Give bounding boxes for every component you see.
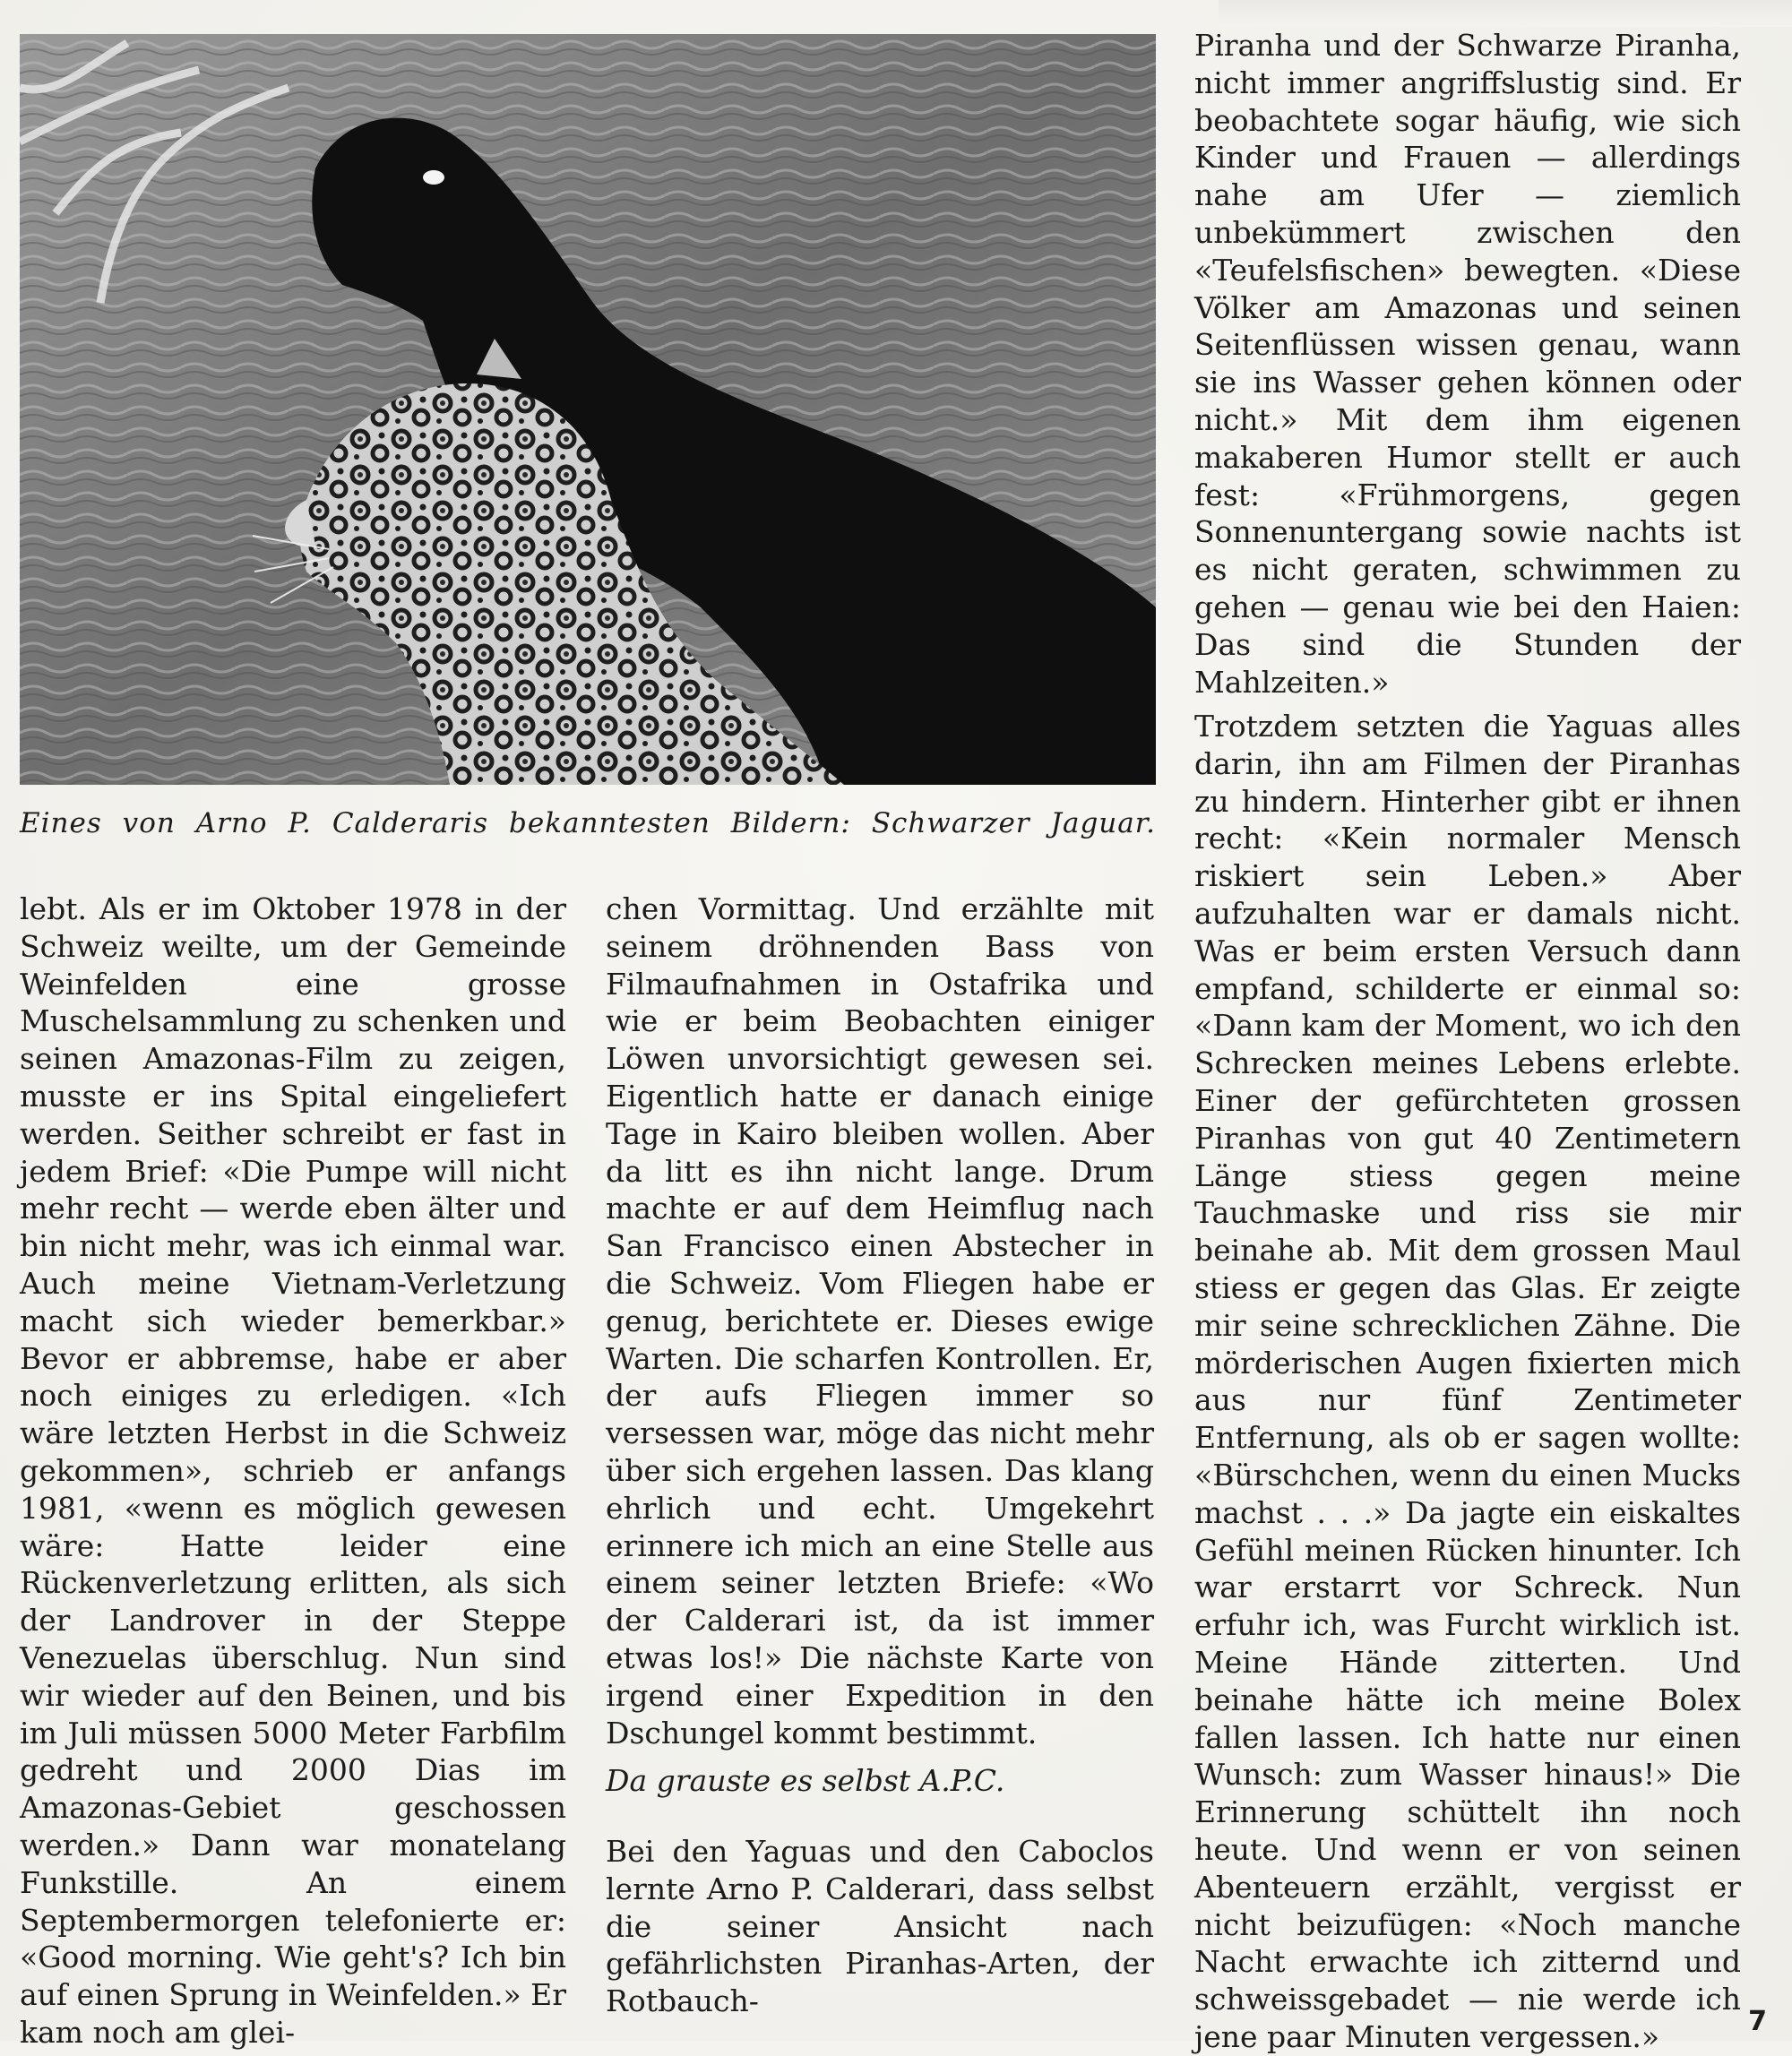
paragraph: Trotzdem setzten die Yaguas alles darin, ihn am Filmen der Piranhas zu hindern. Hinterher gibt er ihnen recht: «Kein normaler Mensch riskiert sein Leben.» Aber aufzuhalten war er damals nicht. Was er beim ersten Versuch dann empfand, schilderte er einmal so: «Dann kam der Moment, wo ich den Schrecken meines Lebens erlebte. Einer der gefürchteten grossen Piranhas von gut 40 Zentimetern Länge stiess gegen meine Tauchmaske und riss sie mir beinahe ab. Mit dem grossen Maul stiess er gegen das Glas. Er zeigte mir seine schrecklichen Zähne. Die mörderischen Augen fixierten mich aus nur fünf Zentimeter Entfernung, als ob er sagen wollte: «Bürschchen, wenn du einen Mucks machst . . .» Da jagte ein eiskaltes Gefühl meinen Rücken hinunter. Ich war erstarrt vor Schreck. Nun erfuhr ich, was Furcht wirklich ist. Meine Hände zitterten. Und beinahe hätte ich meine Bolex fallen lassen. Ich hatte nur einen Wunsch: zum Wasser hinaus!» Die Erinnerung schüttelt ihn noch heute. Und wenn er von seinen Abenteuern erzählt, vergisst er nicht beizufügen: «Noch manche Nacht erwachte ich zitternd und schweissgebadet — nie werde ich jene paar Minuten vergessen.» [1194,709,1741,2054]
middle-column-continued [606,1833,1154,2020]
page-number: 7 [1748,2006,1767,2037]
middle-column [606,890,1154,1751]
paragraph: Bei den Yaguas und den Caboclos lernte Arno P. Calderari, dass selbst die seiner Ansicht nach gefährlichsten Piranhas-Arten, der Rotbauch- [606,1834,1154,2019]
right-column-top [1194,27,1741,701]
left-column [20,890,566,2052]
right-column-bottom [1194,708,1741,2056]
paragraph: Piranha und der Schwarze Piranha, nicht immer angriffslustig sind. Er beobachtete sogar häufig, wie sich Kinder und Frauen — allerdings nahe am Ufer — ziemlich unbekümmert zwischen den «Teufelsfischen» bewegten. «Diese Völker am Amazonas und seinen Seitenflüssen wissen genau, wann sie ins Wasser gehen können oder nicht.» Mit dem ihm eigenen makaberen Humor stellt er auch fest: «Frühmorgens, gegen Sonnenuntergang sowie nachts ist es nicht geraten, schwimmen zu gehen — genau wie bei den Haien: Das sind die Stunden der Mahlzeiten.» [1194,28,1741,700]
photo-caption: Eines von Arno P. Calderaris bekanntesten Bildern: Schwarzer Jaguar. [20,807,1156,839]
paragraph: chen Vormittag. Und erzählte mit seinem dröhnenden Bass von Filmaufnahmen in Ostafrika und wie er beim Beobachten einiger Löwen unvorsichtigt gewesen sei. Eigentlich hatte er danach einige Tage in Kairo bleiben wollen. Aber da litt es ihn nicht lange. Drum machte er auf dem Heimflug nach San Francisco einen Abstecher in die Schweiz. Vom Fliegen habe er genug, berichtete er. Dieses ewige Warten. Die scharfen Kontrollen. Er, der aufs Fliegen immer so versessen war, möge das nicht mehr über sich ergehen lassen. Das klang ehrlich und echt. Umgekehrt erinnere ich mich an eine Stelle aus einem seiner letzten Briefe: «Wo der Calderari ist, da ist immer etwas los!» Die nächste Karte von irgend einer Expedition in den Dschungel kommt bestimmt. [606,891,1154,1751]
subheading: Da grauste es selbst A.P.C. [606,1763,1005,1798]
jaguar-photo [20,34,1156,785]
bleed-through-strip [1219,0,1792,27]
paragraph: lebt. Als er im Oktober 1978 in der Schweiz weilte, um der Gemeinde Weinfelden eine grosse Muschelsammlung zu schenken und seinen Amazonas-Film zu zeigen, musste er ins Spital eingeliefert werden. Seither schreibt er fast in jedem Brief: «Die Pumpe will nicht mehr recht — werde eben älter und bin nicht mehr, was ich einmal war. Auch meine Vietnam-Verletzung macht sich wieder bemerkbar.» Bevor er abbremse, habe er aber noch einiges zu erledigen. «Ich wäre letzten Herbst in die Schweiz gekommen», schrieb er anfangs 1981, «wenn es möglich gewesen wäre: Hatte leider eine Rückenverletzung erlitten, als sich der Landrover in der Steppe Venezuelas überschlug. Nun sind wir wieder auf den Beinen, und bis im Juli müssen 5000 Meter Farbfilm gedreht und 2000 Dias im Amazonas-Gebiet geschossen werden.» Dann war monatelang Funkstille. An einem Septembermorgen telefonierte er: «Good morning. Wie geht's? Ich bin auf einen Sprung in Weinfelden.» Er kam noch am glei- [20,891,566,2050]
